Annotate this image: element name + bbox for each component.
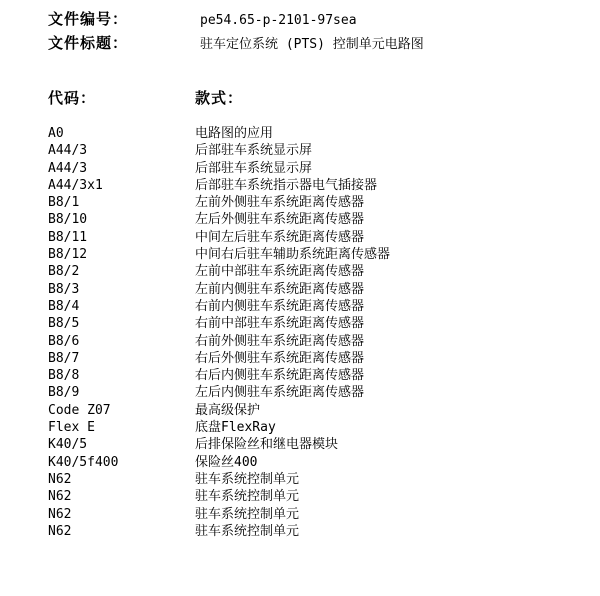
component-description: 后部驻车系统显示屏: [195, 143, 313, 159]
table-row: [48, 384, 390, 401]
component-code: N62: [48, 471, 72, 487]
component-code: K40/5: [48, 437, 88, 453]
doc-number-row: [48, 8, 357, 29]
table-row: [48, 125, 390, 142]
component-code: B8/4: [48, 298, 80, 314]
table-header: [48, 87, 243, 108]
component-description: 驻车系统控制单元: [195, 489, 300, 505]
component-description: 中间右后驻车辅助系统距离传感器: [195, 247, 391, 263]
table-row: [48, 506, 390, 523]
table-row: [48, 333, 390, 350]
component-description: 右后外侧驻车系统距离传感器: [195, 350, 365, 366]
component-code: B8/10: [48, 212, 88, 228]
table-row: [48, 246, 390, 263]
table-row: [48, 402, 390, 419]
component-description: 左前中部驻车系统距离传感器: [195, 264, 365, 280]
table-row: [48, 298, 390, 315]
component-list: [48, 125, 390, 540]
component-code: B8/1: [48, 195, 80, 211]
component-description: 驻车系统控制单元: [195, 523, 300, 539]
doc-title-label: 文件标题：: [48, 34, 129, 52]
table-row: [48, 160, 390, 177]
component-description: 驻车系统控制单元: [195, 506, 300, 522]
component-code: A44/3x1: [48, 177, 103, 193]
table-row: [48, 436, 390, 453]
doc-number-label: 文件编号：: [48, 10, 129, 28]
component-code: N62: [48, 489, 72, 505]
component-code: B8/8: [48, 368, 80, 384]
table-row: [48, 471, 390, 488]
component-code: B8/12: [48, 247, 88, 263]
doc-number-value: pe54.65-p-2101-97sea: [200, 13, 357, 28]
component-description: 右前内侧驻车系统距离传感器: [195, 298, 365, 314]
table-row: [48, 315, 390, 332]
desc-column-header: 款式：: [195, 89, 244, 107]
component-description: 右前外侧驻车系统距离传感器: [195, 333, 365, 349]
component-description: 中间左后驻车系统距离传感器: [195, 229, 365, 245]
component-description: 左前外侧驻车系统距离传感器: [195, 195, 365, 211]
table-row: [48, 488, 390, 505]
table-row: [48, 263, 390, 280]
table-row: [48, 419, 390, 436]
component-code: Code Z07: [48, 402, 111, 418]
component-description: 右后内侧驻车系统距离传感器: [195, 368, 365, 384]
component-code: B8/9: [48, 385, 80, 401]
table-row: [48, 229, 390, 246]
component-code: A0: [48, 126, 64, 141]
component-description: 左后内侧驻车系统距离传感器: [195, 385, 365, 401]
table-row: [48, 367, 390, 384]
component-code: A44/3: [48, 160, 88, 176]
component-description: 后部驻车系统指示器电气插接器: [195, 177, 378, 193]
table-row: [48, 523, 390, 540]
component-code: B8/2: [48, 264, 80, 280]
component-code: N62: [48, 523, 72, 539]
doc-title-value: 驻车定位系统 (PTS) 控制单元电路图: [200, 37, 424, 52]
table-row: [48, 194, 390, 211]
component-description: 驻车系统控制单元: [195, 471, 300, 487]
table-row: [48, 281, 390, 298]
component-code: B8/5: [48, 316, 80, 332]
component-description: 后部驻车系统显示屏: [195, 160, 313, 176]
component-description: 左前内侧驻车系统距离传感器: [195, 281, 365, 297]
component-code: K40/5f400: [48, 454, 119, 470]
table-row: [48, 350, 390, 367]
component-code: A44/3: [48, 143, 88, 159]
component-code: B8/7: [48, 350, 80, 366]
table-row: [48, 211, 390, 228]
component-code: Flex E: [48, 420, 95, 436]
component-description: 后排保险丝和继电器模块: [195, 437, 339, 453]
component-code: N62: [48, 506, 72, 522]
code-column-header: 代码：: [48, 89, 97, 107]
component-code: B8/6: [48, 333, 80, 349]
component-description: 左后外侧驻车系统距离传感器: [195, 212, 365, 228]
component-description: 右前中部驻车系统距离传感器: [195, 316, 365, 332]
component-description: 底盘FlexRay: [195, 420, 276, 436]
component-description: 保险丝400: [195, 454, 258, 470]
table-row: [48, 454, 390, 471]
table-row: [48, 142, 390, 159]
table-row: [48, 177, 390, 194]
component-code: B8/3: [48, 281, 80, 297]
component-description: 最高级保护: [195, 402, 261, 418]
doc-title-row: [48, 32, 424, 53]
component-description: 电路图的应用: [195, 126, 274, 141]
component-code: B8/11: [48, 229, 88, 245]
